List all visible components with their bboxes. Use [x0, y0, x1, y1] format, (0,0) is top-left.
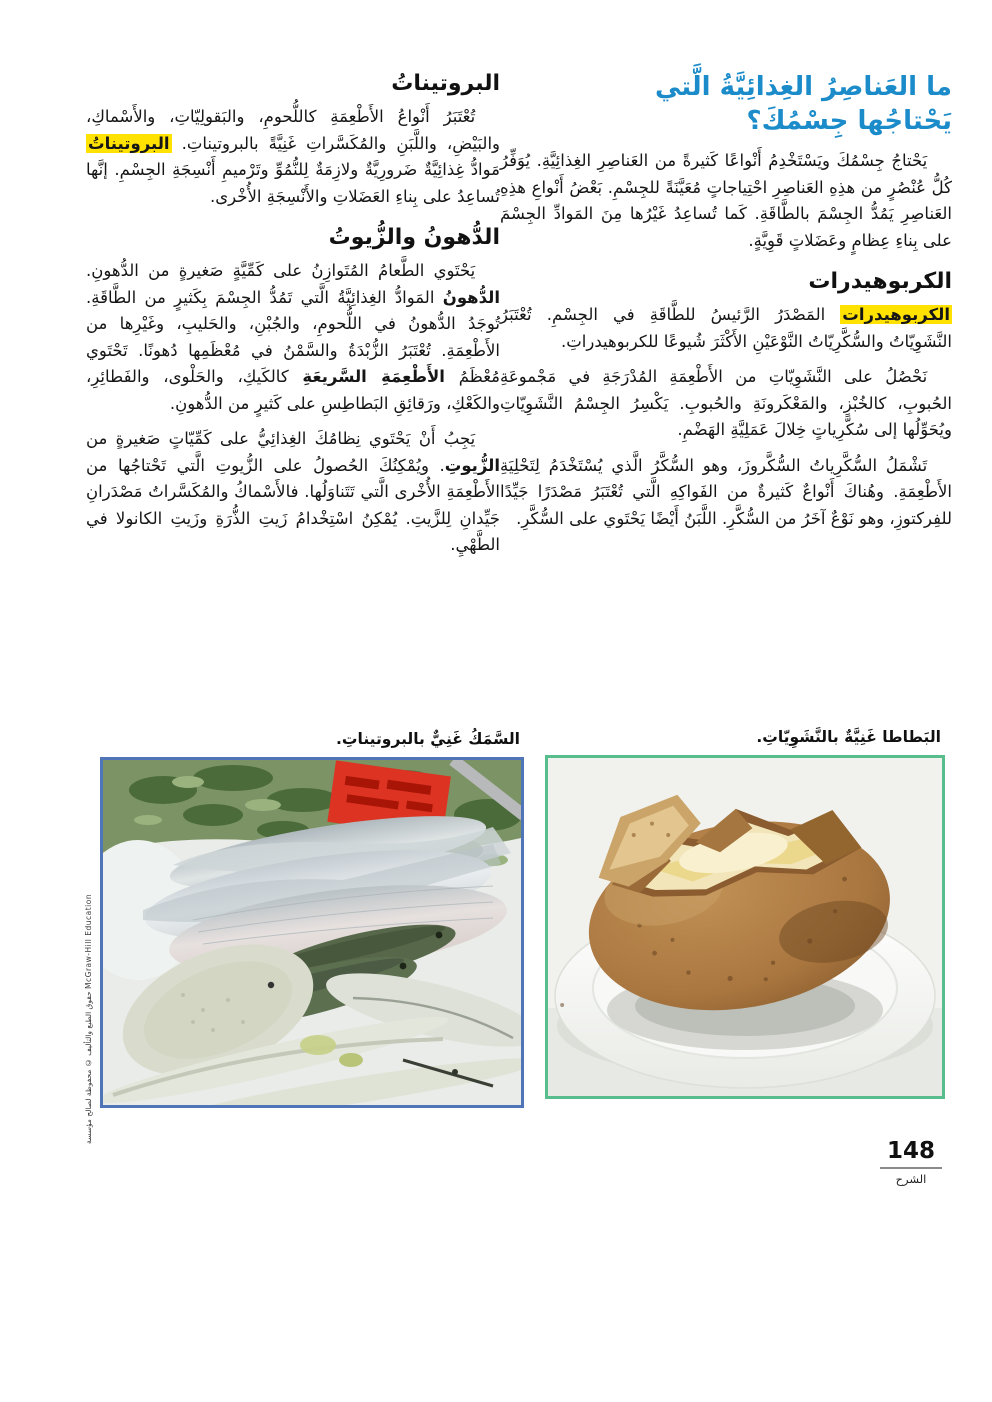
- carbohydrates-paragraph-1-rest: المَصْدَرُ الرَّئيسُ للطَّاقَةِ في الجِسْمِ. تُعْتَبَرُ النَّشَوِيّاتُ والسُّكَّرِيّاتُ النَّوْعَيْنِ الأَكْثَرَ شُيوعًا للكربوهيدراتِ.: [500, 305, 952, 351]
- potato-figure: [545, 726, 945, 1099]
- fats-keyword-bold: الدُّهونُ: [442, 287, 500, 307]
- intro-paragraph: يَحْتاجُ جِسْمُكَ ويَسْتَخْدِمُ أَنْواعًا كَثيرةً من العَناصِرِ الغِذائِيَّةِ. يُوَفِّرُ كُلُّ عُنْصُرٍ من هذِهِ العَناصِرِ احْتِياجاتٍ مُعَيَّنَةً للجِسْمِ. بَعْضُ أَنْواعِ هذِهِ العَناصِرِ يَمُدُّ الجِسْمَ بالطَّاقَةِ. كَما تُساعِدُ غَيْرُها مِنَ المَوادِّ الجِسْمَ على بِناءِ عِظامٍ وعَضَلاتٍ قَوِيَّةٍ.: [500, 151, 952, 250]
- footer-label: الشرح: [895, 1172, 927, 1186]
- potato-caption: البَطاطا غَنِيَّةٌ بالنَّشَوِيّاتِ.: [756, 728, 941, 746]
- fats-paragraph-1-a: يَحْتَوي الطَّعامُ المُتَوازِنُ على كَمِّيَّةٍ صَغيرةٍ من الدُّهونِ.: [86, 261, 476, 280]
- fats-paragraph-1-c: كالكَيكِ، والحَلْوى، والفَطائِرِ، والكَعْكِ، ورَقائِقِ البَطاطِسِ على كَثيرٍ من الدُّهونِ.: [86, 367, 500, 413]
- proteins-paragraph: [86, 104, 500, 210]
- fish-figure: [100, 728, 524, 1108]
- proteins-paragraph-b: مَوادُّ غِذائِيَّةٌ ضَرورِيَّةٌ ولازِمَةٌ لِلنُّمُوِّ وتَرْميمِ أَنْسِجَةِ الجِسْمِ. إنَّها تُساعِدُ على بِناءِ العَضَلاتِ والأَنْسِجَةِ الأُخْرى.: [86, 160, 500, 206]
- fats-paragraph-1: [86, 258, 500, 417]
- oils-keyword-bold: الزُّيوتِ: [444, 455, 500, 475]
- fats-paragraph-2-b: . ويُمْكِنُكَ الحُصولُ على الزُّيوتِ الَّتي تَحْتاجُها من الأَطْعِمَةِ الأُخْرى الَّتي تَتَناوَلُها. فالأَسْماكُ والمُكَسَّراتُ مَصْدَرانِ جَيِّدانِ لِلزَّيتِ. يُمْكِنُ اسْتِخْدامُ زَيتِ الذُّرَةِ وزَيتِ الكانولا في الطَّهْيِ.: [86, 455, 500, 554]
- proteins-keyword-highlight: البروتيناتُ: [88, 133, 170, 153]
- potato-photo-illustration: [548, 758, 942, 1096]
- left-column: [86, 70, 500, 568]
- photo-credit: حقوق الطبع والتأليف © محفوظة لصالح مؤسسة McGraw-Hill Education: [84, 893, 93, 1144]
- fish-photo-illustration: [103, 760, 521, 1105]
- fast-food-keyword-bold: الأَطْعِمَةِ السَّريعَةِ: [302, 367, 445, 386]
- page-title-line1: ما العَناصِرُ الغِذائِيَّةُ الَّتي: [654, 72, 952, 102]
- carbohydrates-heading: الكربوهيدرات: [808, 269, 952, 294]
- page-number: 148: [880, 1138, 942, 1169]
- fats-paragraph-2: [86, 426, 500, 559]
- carbohydrates-paragraph-2: نَحْصُلُ على النَّشَوِيّاتِ من الأَطْعِمَةِ المُدْرَجَةِ في مَجْموعَةِ الحُبوبِ، كالخُبْزِ، والمَعْكَرونَةِ والحُبوبِ. يَكْسِرُ الجِسْمُ النَّشَوِيّاتِ ويُحَوِّلُها إلى سُكَّرِياتٍ خِلالَ عَمَلِيَّةِ الهَضْمِ.: [500, 367, 952, 439]
- carbohydrates-keyword-highlight: الكربوهيدرات: [842, 305, 950, 324]
- fats-paragraph-1-b: المَوادُّ الغِذائِيَّةُ الَّتي تَمُدُّ الجِسْمَ بِكَثيرٍ من الطَّاقَةِ. تُوجَدُ الدُّهونُ في اللُّحومِ، والجُبْنِ، والحَليبِ، وغَيْرِها من الأَطْعِمَةِ. تُعْتَبَرُ الزُّبْدَةُ والسَّمْنُ في مُعْظَمِها دُهونًا. تَحْتَوي مُعْظَمُ: [86, 287, 501, 386]
- proteins-paragraph-a: تُعْتَبَرُ أَنْواعُ الأَطْعِمَةِ كاللُّحومِ، والبَقولِيّاتِ، والأَسْماكِ، والبَيْضِ، واللَّبَنِ والمُكَسَّراتِ غَنِيَّةً بالبروتيناتِ.: [86, 107, 500, 153]
- page-title: [500, 70, 952, 138]
- carbohydrates-paragraph-1: [500, 302, 952, 355]
- fats-oils-heading: الدُّهونُ والزُّيوتُ: [328, 225, 500, 250]
- fish-caption: السَّمَكُ غَنِيٌّ بالبروتيناتِ.: [336, 730, 520, 748]
- fats-paragraph-2-a: يَجِبُ أَنْ يَحْتَوي نِظامُكَ الغِذائِيُّ على كَمِّيّاتٍ صَغيرةٍ من: [86, 429, 476, 448]
- carbohydrates-paragraph-3: تَشْمَلُ السُّكَّرِياتُ السُّكَّروزَ، وهو السُّكَّرُ الَّذي يُسْتَخْدَمُ لِتَحْلِيَةِ الأَطْعِمَةِ. وهُناكَ أَنْواعٌ كَثيرةٌ من الفَواكِهِ الَّتي تُعْتَبَرُ مَصْدَرًا جَيِّدًا للفِركتوزِ، وهو نَوْعٌ آخَرُ من السُّكَّرِ. اللَّبَنُ أَيْضًا يَحْتَوي على السُّكَّرِ.: [500, 455, 952, 528]
- page-footer: [880, 1138, 942, 1186]
- right-column: [500, 70, 952, 541]
- fish-photo: [100, 757, 524, 1108]
- proteins-heading: البروتيناتُ: [391, 71, 500, 96]
- page-title-line2: يَحْتاجُها جِسْمُكَ؟: [746, 106, 952, 136]
- potato-photo: [545, 755, 945, 1099]
